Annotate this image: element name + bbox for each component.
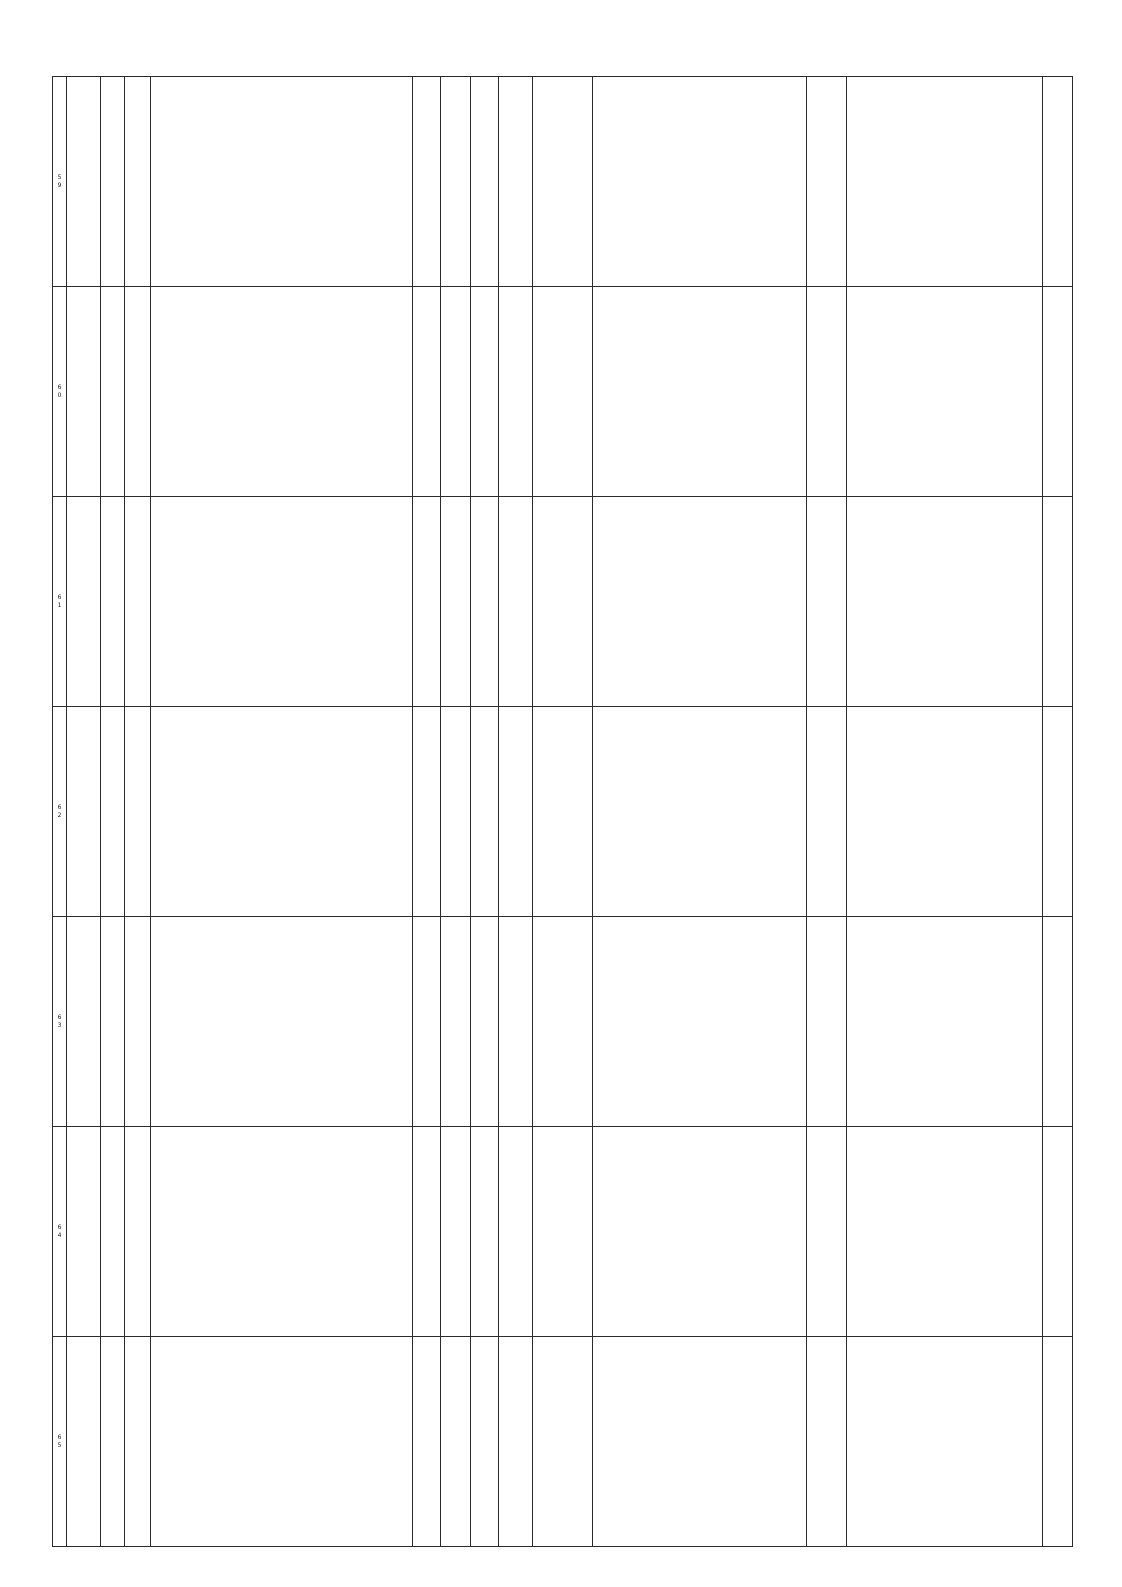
basis-cell <box>151 287 413 497</box>
legal-basis-cell <box>593 497 807 707</box>
accountability-cell <box>847 497 1043 707</box>
row-number-cell: 65 <box>53 1337 67 1547</box>
level-cell <box>471 917 499 1127</box>
table-row <box>53 287 1073 497</box>
remark-cell <box>1043 707 1073 917</box>
responsibility-cell <box>499 1337 533 1547</box>
accountability-cell <box>847 1127 1043 1337</box>
department-cell <box>441 707 471 917</box>
legal-basis-cell <box>593 77 807 287</box>
implementation-cell <box>533 1127 593 1337</box>
level-cell <box>471 77 499 287</box>
subject-cell <box>413 497 441 707</box>
subitem-cell <box>101 707 125 917</box>
implementation-cell <box>533 917 593 1127</box>
power-type-cell <box>125 917 151 1127</box>
table-row <box>53 497 1073 707</box>
accountability-cell <box>847 77 1043 287</box>
level-cell <box>471 1337 499 1547</box>
basis-cell <box>151 77 413 287</box>
responsibility-cell <box>499 497 533 707</box>
item-name-cell <box>67 707 101 917</box>
basis-cell <box>151 707 413 917</box>
implementation-cell <box>533 707 593 917</box>
remark-cell <box>1043 287 1073 497</box>
subject-cell <box>413 1127 441 1337</box>
row-number-cell: 63 <box>53 917 67 1127</box>
responsibility-cell <box>499 287 533 497</box>
subitem-cell <box>101 917 125 1127</box>
subitem-cell <box>101 497 125 707</box>
table-row <box>53 77 1073 287</box>
subitem-cell <box>101 77 125 287</box>
power-type-cell <box>125 707 151 917</box>
basis-cell <box>151 917 413 1127</box>
level-cell <box>471 497 499 707</box>
subitem-cell <box>101 287 125 497</box>
subject-cell <box>413 1337 441 1547</box>
legal-basis-cell <box>593 287 807 497</box>
power-type-cell <box>125 1337 151 1547</box>
row-number-cell: 59 <box>53 77 67 287</box>
legal-basis-cell <box>593 1127 807 1337</box>
responsibility-cell <box>499 77 533 287</box>
row-number-cell: 61 <box>53 497 67 707</box>
legal-basis-cell <box>593 917 807 1127</box>
item-name-cell <box>67 1337 101 1547</box>
row-number-cell: 64 <box>53 1127 67 1337</box>
basis-cell <box>151 497 413 707</box>
department-cell <box>441 917 471 1127</box>
contact-cell <box>807 707 847 917</box>
contact-cell <box>807 77 847 287</box>
item-name-cell <box>67 77 101 287</box>
power-type-cell <box>125 287 151 497</box>
responsibility-cell <box>499 1127 533 1337</box>
department-cell <box>441 287 471 497</box>
subitem-cell <box>101 1127 125 1337</box>
power-list-table <box>52 76 1073 1547</box>
item-name-cell <box>67 1127 101 1337</box>
table-row <box>53 917 1073 1127</box>
remark-cell <box>1043 1127 1073 1337</box>
accountability-cell <box>847 287 1043 497</box>
department-cell <box>441 77 471 287</box>
subject-cell <box>413 917 441 1127</box>
accountability-cell <box>847 707 1043 917</box>
subitem-cell <box>101 1337 125 1547</box>
department-cell <box>441 1337 471 1547</box>
item-name-cell <box>67 287 101 497</box>
responsibility-cell <box>499 707 533 917</box>
power-type-cell <box>125 1127 151 1337</box>
table-body <box>53 77 1073 1547</box>
subject-cell <box>413 707 441 917</box>
responsibility-cell <box>499 917 533 1127</box>
level-cell <box>471 287 499 497</box>
implementation-cell <box>533 497 593 707</box>
item-name-cell <box>67 917 101 1127</box>
remark-cell <box>1043 917 1073 1127</box>
department-cell <box>441 497 471 707</box>
level-cell <box>471 707 499 917</box>
legal-basis-cell <box>593 707 807 917</box>
row-number-cell: 62 <box>53 707 67 917</box>
implementation-cell <box>533 1337 593 1547</box>
contact-cell <box>807 1127 847 1337</box>
document-page <box>52 76 1072 1547</box>
contact-cell <box>807 1337 847 1547</box>
legal-basis-cell <box>593 1337 807 1547</box>
table-row <box>53 1337 1073 1547</box>
accountability-cell <box>847 917 1043 1127</box>
subject-cell <box>413 287 441 497</box>
implementation-cell <box>533 77 593 287</box>
remark-cell <box>1043 77 1073 287</box>
remark-cell <box>1043 497 1073 707</box>
power-type-cell <box>125 77 151 287</box>
power-type-cell <box>125 497 151 707</box>
basis-cell <box>151 1337 413 1547</box>
basis-cell <box>151 1127 413 1337</box>
remark-cell <box>1043 1337 1073 1547</box>
accountability-cell <box>847 1337 1043 1547</box>
contact-cell <box>807 497 847 707</box>
table-row <box>53 707 1073 917</box>
contact-cell <box>807 287 847 497</box>
subject-cell <box>413 77 441 287</box>
table-row <box>53 1127 1073 1337</box>
row-number-cell: 60 <box>53 287 67 497</box>
item-name-cell <box>67 497 101 707</box>
department-cell <box>441 1127 471 1337</box>
contact-cell <box>807 917 847 1127</box>
implementation-cell <box>533 287 593 497</box>
level-cell <box>471 1127 499 1337</box>
